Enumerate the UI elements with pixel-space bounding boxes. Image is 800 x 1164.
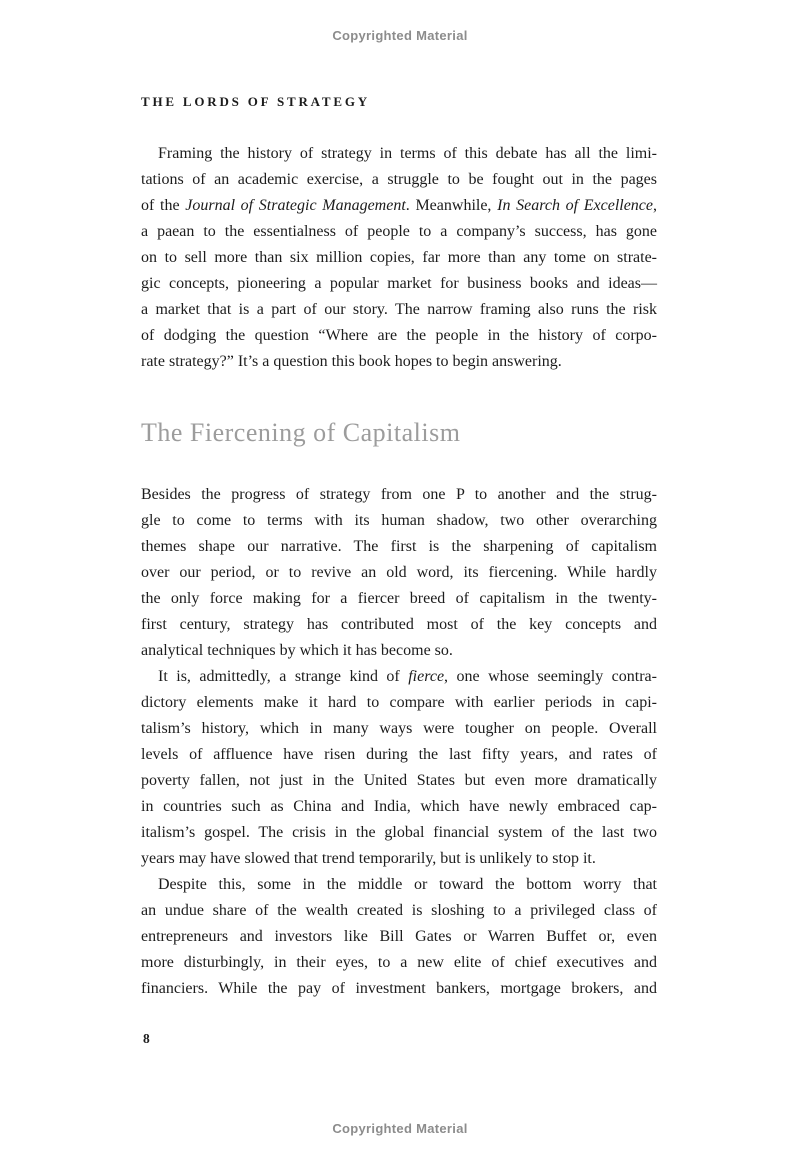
text-segment: rate strategy?” It’s a question this book hopes to begin answering.: [141, 353, 562, 370]
text-line: [141, 349, 657, 375]
text-line: [141, 271, 657, 297]
text-segment: an undue share of the wealth created is sloshing to a privileged class of: [141, 902, 657, 919]
copyright-notice-bottom: Copyrighted Material: [332, 1121, 468, 1136]
text-line: [141, 924, 657, 950]
text-line: [141, 872, 657, 898]
text-segment: entrepreneurs and investors like Bill Gates or Warren Buffet or, even: [141, 928, 657, 945]
text-line: [141, 167, 657, 193]
text-segment: Despite this, some in the middle or toward the bottom worry that: [158, 876, 657, 893]
text-line: [141, 245, 657, 271]
copyright-notice-top: Copyrighted Material: [332, 28, 468, 43]
paragraph: [141, 872, 657, 1002]
text-segment: of the: [141, 197, 186, 214]
text-line: [141, 508, 657, 534]
intro-paragraphs: [141, 141, 657, 375]
text-segment: Framing the history of strategy in terms of this debate has all the limi-: [158, 145, 657, 162]
text-line: [141, 794, 657, 820]
text-segment: It is, admittedly, a strange kind of: [158, 668, 409, 685]
italic-text: In Search of Excellence: [497, 197, 654, 214]
text-segment: Besides the progress of strategy from one P to another and the strug-: [141, 486, 657, 503]
text-line: [141, 716, 657, 742]
text-segment: financiers. While the pay of investment bankers, mortgage brokers, and: [141, 980, 657, 997]
italic-text: Journal of Strategic Management: [185, 197, 406, 214]
text-segment: years may have slowed that trend temporarily, but is unlikely to stop it.: [141, 850, 596, 867]
text-segment: . Meanwhile,: [405, 197, 498, 214]
text-line: [141, 534, 657, 560]
text-line: [141, 612, 657, 638]
text-line: [141, 690, 657, 716]
text-line: [141, 193, 657, 219]
body-text-column: [141, 141, 657, 1002]
text-segment: a market that is a part of our story. The narrow framing also runs the risk: [141, 301, 657, 318]
text-line: [141, 323, 657, 349]
text-line: [141, 141, 657, 167]
text-line: [141, 742, 657, 768]
text-segment: first century, strategy has contributed most of the key concepts and: [141, 616, 657, 633]
section-paragraphs: [141, 482, 657, 1002]
text-segment: levels of affluence have risen during the last fifty years, and rates of: [141, 746, 657, 763]
text-segment: italism’s gospel. The crisis in the global financial system of the last two: [141, 824, 657, 841]
text-line: [141, 846, 657, 872]
text-line: [141, 219, 657, 245]
italic-text: fierce: [408, 668, 445, 685]
text-line: [141, 664, 657, 690]
text-segment: gle to come to terms with its human shadow, two other overarching: [141, 512, 657, 529]
page-number: 8: [143, 1031, 150, 1046]
text-segment: over our period, or to revive an old word, its fiercening. While hardly: [141, 564, 657, 581]
text-segment: of dodging the question “Where are the people in the history of corpo-: [141, 327, 657, 344]
text-segment: the only force making for a fiercer breed of capitalism in the twenty-: [141, 590, 657, 607]
text-segment: on to sell more than six million copies, far more than any tome on strate-: [141, 249, 657, 266]
text-segment: more disturbingly, in their eyes, to a new elite of chief executives and: [141, 954, 657, 971]
section-heading: The Fiercening of Capitalism: [141, 418, 461, 447]
text-line: [141, 638, 657, 664]
text-line: [141, 560, 657, 586]
paragraph: [141, 482, 657, 664]
text-segment: tations of an academic exercise, a struggle to be fought out in the pages: [141, 171, 657, 188]
text-segment: gic concepts, pioneering a popular market for business books and ideas—: [141, 275, 657, 292]
text-line: [141, 586, 657, 612]
text-line: [141, 820, 657, 846]
text-line: [141, 768, 657, 794]
text-segment: , one whose seemingly contra-: [444, 668, 657, 685]
text-line: [141, 950, 657, 976]
text-segment: analytical techniques by which it has become so.: [141, 642, 453, 659]
text-segment: a paean to the essentialness of people to a company’s success, has gone: [141, 223, 657, 240]
text-segment: themes shape our narrative. The first is the sharpening of capitalism: [141, 538, 657, 555]
text-segment: dictory elements make it hard to compare with earlier periods in capi-: [141, 694, 657, 711]
paragraph: [141, 664, 657, 872]
text-segment: ,: [653, 197, 658, 214]
paragraph: [141, 141, 657, 375]
text-segment: in countries such as China and India, which have newly embraced cap-: [141, 798, 657, 815]
text-line: [141, 482, 657, 508]
text-line: [141, 898, 657, 924]
text-line: [141, 976, 657, 1002]
text-segment: talism’s history, which in many ways were tougher on people. Overall: [141, 720, 657, 737]
text-segment: poverty fallen, not just in the United States but even more dramatically: [141, 772, 657, 789]
running-header: THE LORDS OF STRATEGY: [141, 94, 370, 109]
text-line: [141, 297, 657, 323]
